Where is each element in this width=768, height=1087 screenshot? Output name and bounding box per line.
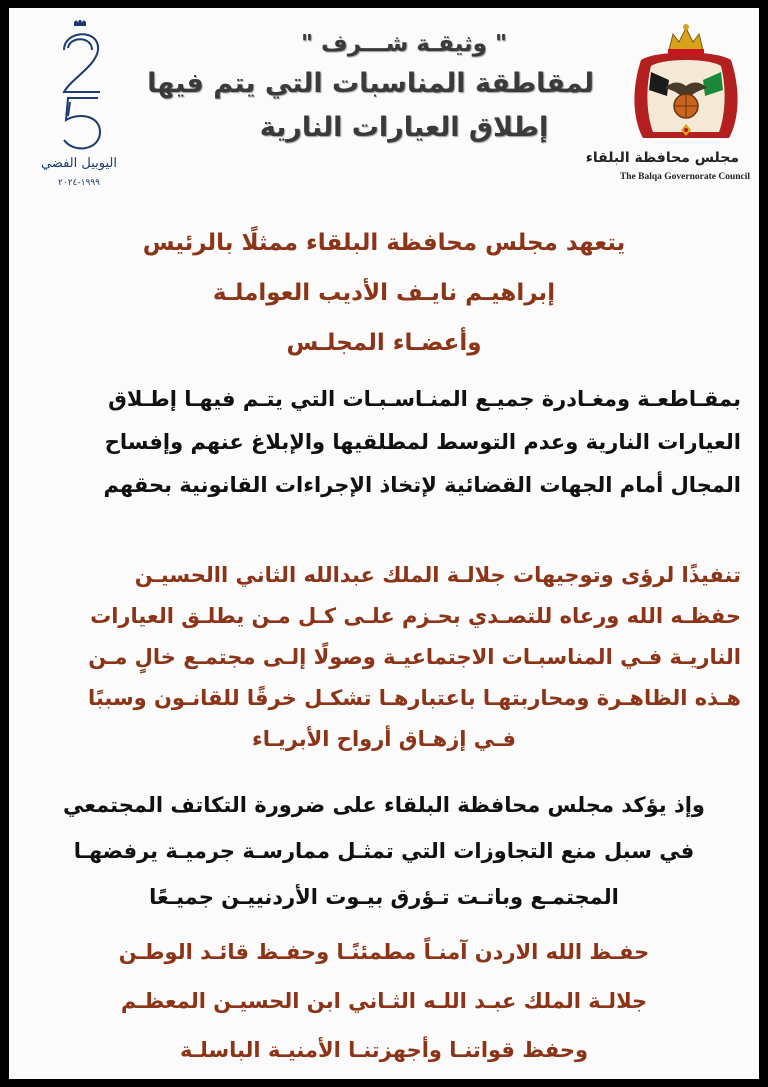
text-line: إبراهيـم نايـف الأديب العواملـة (212, 280, 556, 306)
title-line: " وثيقـة شـــرف " (301, 31, 507, 57)
pledge-paragraph (27, 218, 741, 368)
council-name-arabic: مجلس محافظة البلقاء (585, 150, 739, 166)
text-line: المجال أمام الجهات القضائية لإتخاذ الإجراءات القانونية بحقهم (103, 473, 741, 497)
text-line: جلالـة الملك عبـد اللـه الثـاني ابن الحسيـن المعظـم (120, 989, 648, 1013)
solidarity-paragraph (27, 782, 741, 920)
text-line: المجتمـع وباتـت تـؤرق بيـوت الأردنييـن جميـعًا (149, 885, 619, 909)
text-line: الناريـة فـي المناسبـات الاجتماعيـة وصولًا إلـى مجتمـع خالٍ مـن (88, 645, 741, 669)
text-line: العيارات النارية وعدم التوسط لمطلقيها والإبلاغ عنهم وإفساح (104, 430, 741, 454)
title-line: إطلاق العيارات النارية (259, 112, 549, 143)
text-line: حفـظ الله الاردن آمنـاً مطمئنًـا وحفـظ قائـد الوطـن (118, 940, 650, 964)
royal-vision-paragraph (27, 555, 741, 760)
text-line: هـذه الظاهـرة ومحاربتهـا باعتبارهـا تشكـل خرقًا للقانـون وسببًا (87, 686, 741, 710)
jubilee-caption: اليوبيل الفضي (41, 156, 117, 171)
document-page (9, 8, 759, 1079)
text-line: وإذ يؤكد مجلس محافظة البلقاء على ضرورة التكاتف المجتمعي (63, 793, 705, 817)
text-line: يتعهد مجلس محافظة البلقاء ممثلًا بالرئيس (142, 230, 626, 256)
text-line: بمقـاطعـة ومغـادرة جميـع المنـاسـبـات التي يتـم فيهـا إطـلاق (108, 387, 741, 411)
document-title (147, 26, 594, 150)
council-name-english: The Balqa Governorate Council (619, 172, 751, 182)
text-line: تنفيذًا لرؤى وتوجيهات جلالـة الملك عبدالله الثاني االحسيـن (134, 563, 741, 587)
title-line: لمقاطقة المناسبات التي يتم فيها (147, 68, 594, 99)
text-line: وحفظ قواتنـا وأجهزتنـا الأمنيـة الباسلـة (179, 1038, 589, 1062)
text-line: فـي إزهـاق أرواح الأبريـاء (252, 727, 516, 751)
closing-prayer-paragraph (27, 928, 741, 1075)
jubilee-years: ١٩٩٩-٢٠٢٤ (58, 178, 100, 188)
text-line: حفظـه الله ورعاه للتصـدي بحـزم علـى كـل مـن يطلـق العيارات (90, 604, 741, 628)
text-line: وأعضـاء المجلـس (286, 330, 482, 356)
boycott-paragraph (27, 378, 741, 507)
silver-jubilee-25-icon (34, 20, 126, 200)
text-line: في سبل منع التجاوزات التي تمثـل ممارسـة جرميـة يرفضهـا (73, 839, 695, 863)
